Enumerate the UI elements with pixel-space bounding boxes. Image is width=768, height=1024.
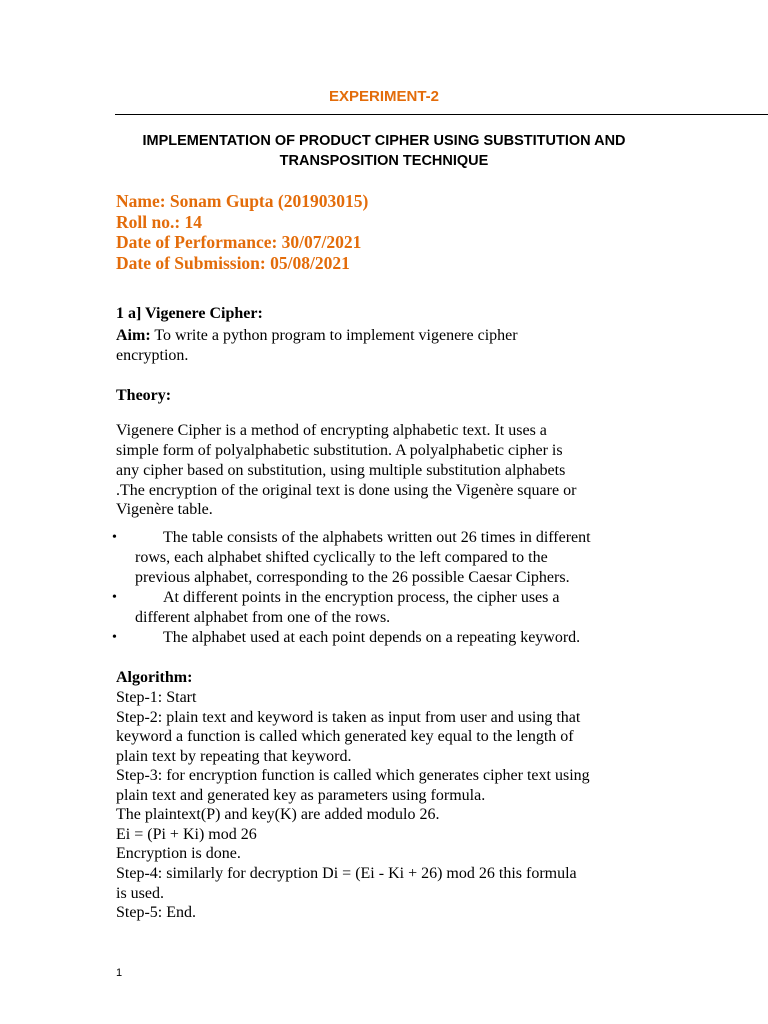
section-heading: 1 a] Vigenere Cipher: <box>116 305 263 322</box>
algorithm-line: Step-1: Start <box>116 689 197 706</box>
algorithm-line: Encryption is done. <box>116 845 241 862</box>
student-name: Name: Sonam Gupta (201903015) <box>116 191 369 211</box>
page-number: 1 <box>116 967 123 979</box>
algorithm-line: is used. <box>116 885 164 902</box>
bullet-line: At different points in the encryption process, the cipher uses a <box>163 589 560 606</box>
bullet-icon: • <box>112 630 117 645</box>
bullet-line: The table consists of the alphabets written out 26 times in different <box>163 529 591 546</box>
bullet-icon: • <box>112 590 117 605</box>
date-of-submission: Date of Submission: 05/08/2021 <box>116 252 350 273</box>
document-title <box>100 131 668 171</box>
document-title-line-2: TRANSPOSITION TECHNIQUE <box>279 153 489 169</box>
aim-line-2: encryption. <box>116 347 189 364</box>
aim-label: Aim: <box>116 327 151 344</box>
header-divider <box>115 114 768 115</box>
bullet-icon: • <box>112 530 117 545</box>
bullet-line: The alphabet used at each point depends on a repeating keyword. <box>163 629 581 646</box>
theory-line: .The encryption of the original text is done using the Vigenère square or <box>116 482 577 499</box>
algorithm-line: plain text by repeating that keyword. <box>116 748 352 765</box>
student-info <box>116 191 368 273</box>
theory-heading: Theory: <box>116 387 172 404</box>
aim-text: To write a python program to implement vigenere cipher <box>150 327 518 344</box>
algorithm-line: Ei = (Pi + Ki) mod 26 <box>116 826 257 843</box>
experiment-title: EXPERIMENT-2 <box>328 88 440 105</box>
document-title-line-1: IMPLEMENTATION OF PRODUCT CIPHER USING SUBSTITUTION AND <box>142 133 626 149</box>
theory-line: Vigenere Cipher is a method of encrypting alphabetic text. It uses a <box>116 422 547 439</box>
theory-line: Vigenère table. <box>116 501 213 518</box>
algorithm-line: Step-2: plain text and keyword is taken as input from user and using that <box>116 709 581 726</box>
theory-line: any cipher based on substitution, using multiple substitution alphabets <box>116 462 566 479</box>
roll-number: Roll no.: 14 <box>116 211 203 232</box>
aim-line-1 <box>116 326 518 346</box>
bullet-line: different alphabet from one of the rows. <box>135 609 391 626</box>
bullet-line: previous alphabet, corresponding to the 26 possible Caesar Ciphers. <box>135 569 570 586</box>
theory-line: simple form of polyalphabetic substitution. A polyalphabetic cipher is <box>116 442 563 459</box>
algorithm-heading: Algorithm: <box>116 669 193 686</box>
algorithm-line: plain text and generated key as parameters using formula. <box>116 787 486 804</box>
algorithm-line: Step-3: for encryption function is called which generates cipher text using <box>116 767 590 784</box>
algorithm-line: Step-4: similarly for decryption Di = (Ei - Ki + 26) mod 26 this formula <box>116 865 577 882</box>
algorithm-line: keyword a function is called which generated key equal to the length of <box>116 728 574 745</box>
algorithm-line: Step-5: End. <box>116 904 196 921</box>
bullet-line: rows, each alphabet shifted cyclically to the left compared to the <box>135 549 548 566</box>
algorithm-line: The plaintext(P) and key(K) are added modulo 26. <box>116 806 440 823</box>
date-of-performance: Date of Performance: 30/07/2021 <box>116 232 362 252</box>
